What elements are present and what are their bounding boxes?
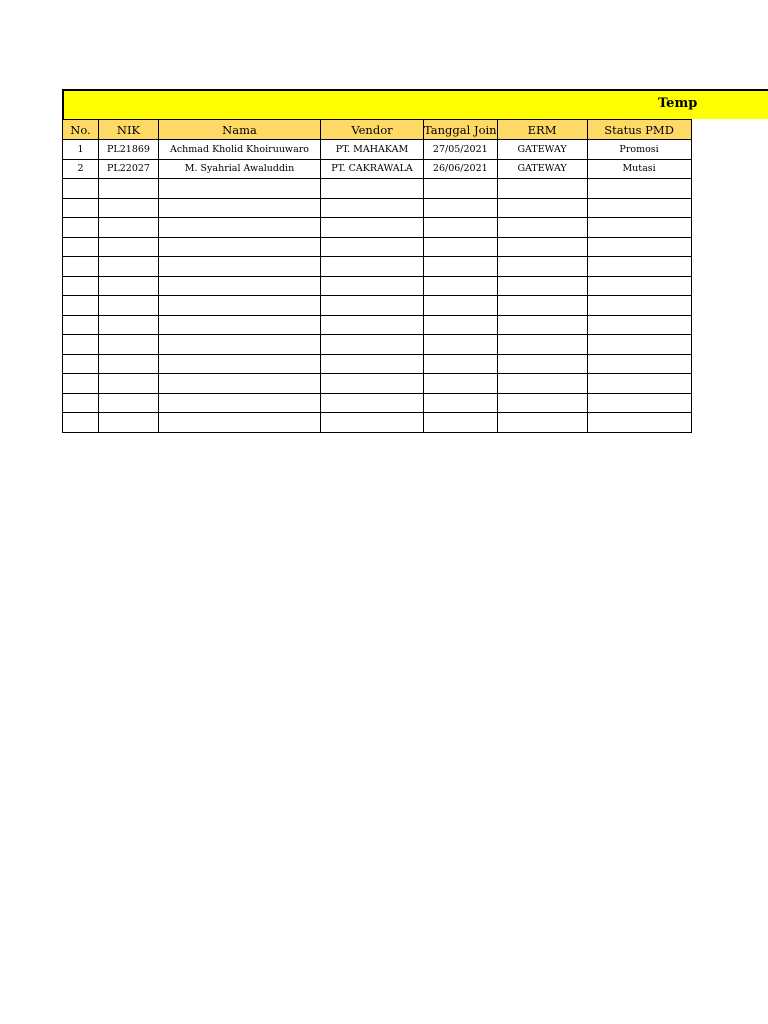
empty-row (63, 393, 692, 413)
empty-cell-tanggal-join[interactable] (424, 198, 498, 218)
empty-cell-nik[interactable] (99, 257, 159, 277)
empty-cell-no[interactable] (63, 413, 99, 433)
empty-row (63, 179, 692, 199)
empty-row (63, 276, 692, 296)
empty-cell-status-pmd[interactable] (587, 335, 691, 355)
header-no[interactable]: No. (63, 120, 99, 140)
empty-row (63, 237, 692, 257)
empty-cell-nik[interactable] (99, 335, 159, 355)
header-row (63, 120, 692, 140)
empty-cell-no[interactable] (63, 179, 99, 199)
empty-cell-nama[interactable] (159, 335, 321, 355)
header-vendor[interactable]: Vendor (321, 120, 424, 140)
cell-tanggal-join[interactable]: 27/05/2021 (424, 140, 498, 160)
empty-cell-nama[interactable] (159, 257, 321, 277)
empty-cell-erm[interactable] (497, 257, 587, 277)
empty-cell-tanggal-join[interactable] (424, 413, 498, 433)
table-row (63, 140, 692, 160)
empty-cell-status-pmd[interactable] (587, 315, 691, 335)
empty-cell-nama[interactable] (159, 413, 321, 433)
empty-cell-vendor[interactable] (321, 296, 424, 316)
empty-cell-nama[interactable] (159, 296, 321, 316)
empty-cell-erm[interactable] (497, 237, 587, 257)
empty-cell-nik[interactable] (99, 198, 159, 218)
header-erm[interactable]: ERM (497, 120, 587, 140)
cell-status-pmd[interactable]: Mutasi (587, 159, 691, 179)
empty-cell-tanggal-join[interactable] (424, 296, 498, 316)
empty-cell-no[interactable] (63, 393, 99, 413)
empty-cell-no[interactable] (63, 335, 99, 355)
cell-erm[interactable]: GATEWAY (497, 140, 587, 160)
empty-cell-nama[interactable] (159, 276, 321, 296)
empty-cell-tanggal-join[interactable] (424, 374, 498, 394)
empty-cell-status-pmd[interactable] (587, 198, 691, 218)
empty-cell-no[interactable] (63, 198, 99, 218)
empty-cell-nama[interactable] (159, 374, 321, 394)
empty-cell-nama[interactable] (159, 179, 321, 199)
empty-row (63, 315, 692, 335)
empty-cell-status-pmd[interactable] (587, 413, 691, 433)
sheet-title: Temp (658, 96, 698, 111)
empty-row (63, 218, 692, 238)
empty-cell-status-pmd[interactable] (587, 354, 691, 374)
empty-cell-status-pmd[interactable] (587, 393, 691, 413)
empty-cell-status-pmd[interactable] (587, 257, 691, 277)
empty-cell-vendor[interactable] (321, 374, 424, 394)
header-nama[interactable]: Nama (159, 120, 321, 140)
cell-erm[interactable]: GATEWAY (497, 159, 587, 179)
empty-cell-erm[interactable] (497, 393, 587, 413)
empty-cell-vendor[interactable] (321, 276, 424, 296)
empty-cell-erm[interactable] (497, 413, 587, 433)
empty-row (63, 335, 692, 355)
empty-cell-vendor[interactable] (321, 413, 424, 433)
empty-cell-vendor[interactable] (321, 354, 424, 374)
empty-cell-nama[interactable] (159, 198, 321, 218)
empty-cell-tanggal-join[interactable] (424, 335, 498, 355)
empty-cell-erm[interactable] (497, 179, 587, 199)
empty-cell-no[interactable] (63, 218, 99, 238)
empty-row (63, 354, 692, 374)
empty-cell-vendor[interactable] (321, 335, 424, 355)
empty-cell-erm[interactable] (497, 218, 587, 238)
empty-row (63, 198, 692, 218)
empty-cell-nama[interactable] (159, 315, 321, 335)
empty-cell-nik[interactable] (99, 315, 159, 335)
empty-cell-nik[interactable] (99, 354, 159, 374)
cell-nik[interactable]: PL21869 (99, 140, 159, 160)
empty-cell-nik[interactable] (99, 374, 159, 394)
empty-cell-vendor[interactable] (321, 198, 424, 218)
empty-cell-vendor[interactable] (321, 315, 424, 335)
empty-row (63, 374, 692, 394)
empty-cell-nik[interactable] (99, 296, 159, 316)
empty-cell-status-pmd[interactable] (587, 276, 691, 296)
title-bar (62, 89, 768, 119)
empty-cell-nik[interactable] (99, 393, 159, 413)
empty-cell-no[interactable] (63, 276, 99, 296)
cell-nik[interactable]: PL22027 (99, 159, 159, 179)
table-row (63, 159, 692, 179)
cell-nama[interactable]: M. Syahrial Awaluddin (159, 159, 321, 179)
empty-cell-tanggal-join[interactable] (424, 354, 498, 374)
empty-cell-erm[interactable] (497, 354, 587, 374)
empty-cell-no[interactable] (63, 374, 99, 394)
empty-cell-nama[interactable] (159, 354, 321, 374)
cell-nama[interactable]: Achmad Kholid Khoiruuwaro (159, 140, 321, 160)
empty-cell-vendor[interactable] (321, 393, 424, 413)
empty-cell-tanggal-join[interactable] (424, 257, 498, 277)
empty-cell-erm[interactable] (497, 296, 587, 316)
empty-cell-status-pmd[interactable] (587, 237, 691, 257)
cell-vendor[interactable]: PT. CAKRAWALA (321, 159, 424, 179)
empty-cell-no[interactable] (63, 315, 99, 335)
empty-cell-no[interactable] (63, 257, 99, 277)
empty-cell-nik[interactable] (99, 237, 159, 257)
empty-cell-erm[interactable] (497, 198, 587, 218)
cell-status-pmd[interactable]: Promosi (587, 140, 691, 160)
empty-cell-nik[interactable] (99, 276, 159, 296)
cell-no[interactable]: 1 (63, 140, 99, 160)
empty-cell-nama[interactable] (159, 218, 321, 238)
empty-cell-erm[interactable] (497, 335, 587, 355)
empty-cell-tanggal-join[interactable] (424, 393, 498, 413)
header-tanggal-join[interactable]: Tanggal Join (424, 120, 498, 140)
empty-cell-tanggal-join[interactable] (424, 315, 498, 335)
empty-row (63, 413, 692, 433)
empty-row (63, 296, 692, 316)
empty-cell-status-pmd[interactable] (587, 296, 691, 316)
empty-cell-erm[interactable] (497, 374, 587, 394)
cell-tanggal-join[interactable]: 26/06/2021 (424, 159, 498, 179)
empty-cell-vendor[interactable] (321, 237, 424, 257)
empty-cell-vendor[interactable] (321, 257, 424, 277)
empty-cell-nik[interactable] (99, 218, 159, 238)
empty-cell-nik[interactable] (99, 413, 159, 433)
empty-cell-nama[interactable] (159, 237, 321, 257)
empty-cell-tanggal-join[interactable] (424, 179, 498, 199)
empty-row (63, 257, 692, 277)
empty-cell-no[interactable] (63, 354, 99, 374)
cell-no[interactable]: 2 (63, 159, 99, 179)
empty-cell-no[interactable] (63, 296, 99, 316)
header-status-pmd[interactable]: Status PMD (587, 120, 691, 140)
empty-cell-nama[interactable] (159, 393, 321, 413)
empty-cell-vendor[interactable] (321, 218, 424, 238)
empty-cell-tanggal-join[interactable] (424, 276, 498, 296)
data-table (62, 119, 692, 433)
empty-cell-tanggal-join[interactable] (424, 218, 498, 238)
empty-cell-erm[interactable] (497, 315, 587, 335)
cell-vendor[interactable]: PT. MAHAKAM (321, 140, 424, 160)
empty-cell-tanggal-join[interactable] (424, 237, 498, 257)
empty-cell-no[interactable] (63, 237, 99, 257)
empty-cell-status-pmd[interactable] (587, 374, 691, 394)
empty-cell-status-pmd[interactable] (587, 179, 691, 199)
empty-cell-status-pmd[interactable] (587, 218, 691, 238)
empty-cell-vendor[interactable] (321, 179, 424, 199)
empty-cell-erm[interactable] (497, 276, 587, 296)
header-nik[interactable]: NIK (99, 120, 159, 140)
empty-cell-nik[interactable] (99, 179, 159, 199)
